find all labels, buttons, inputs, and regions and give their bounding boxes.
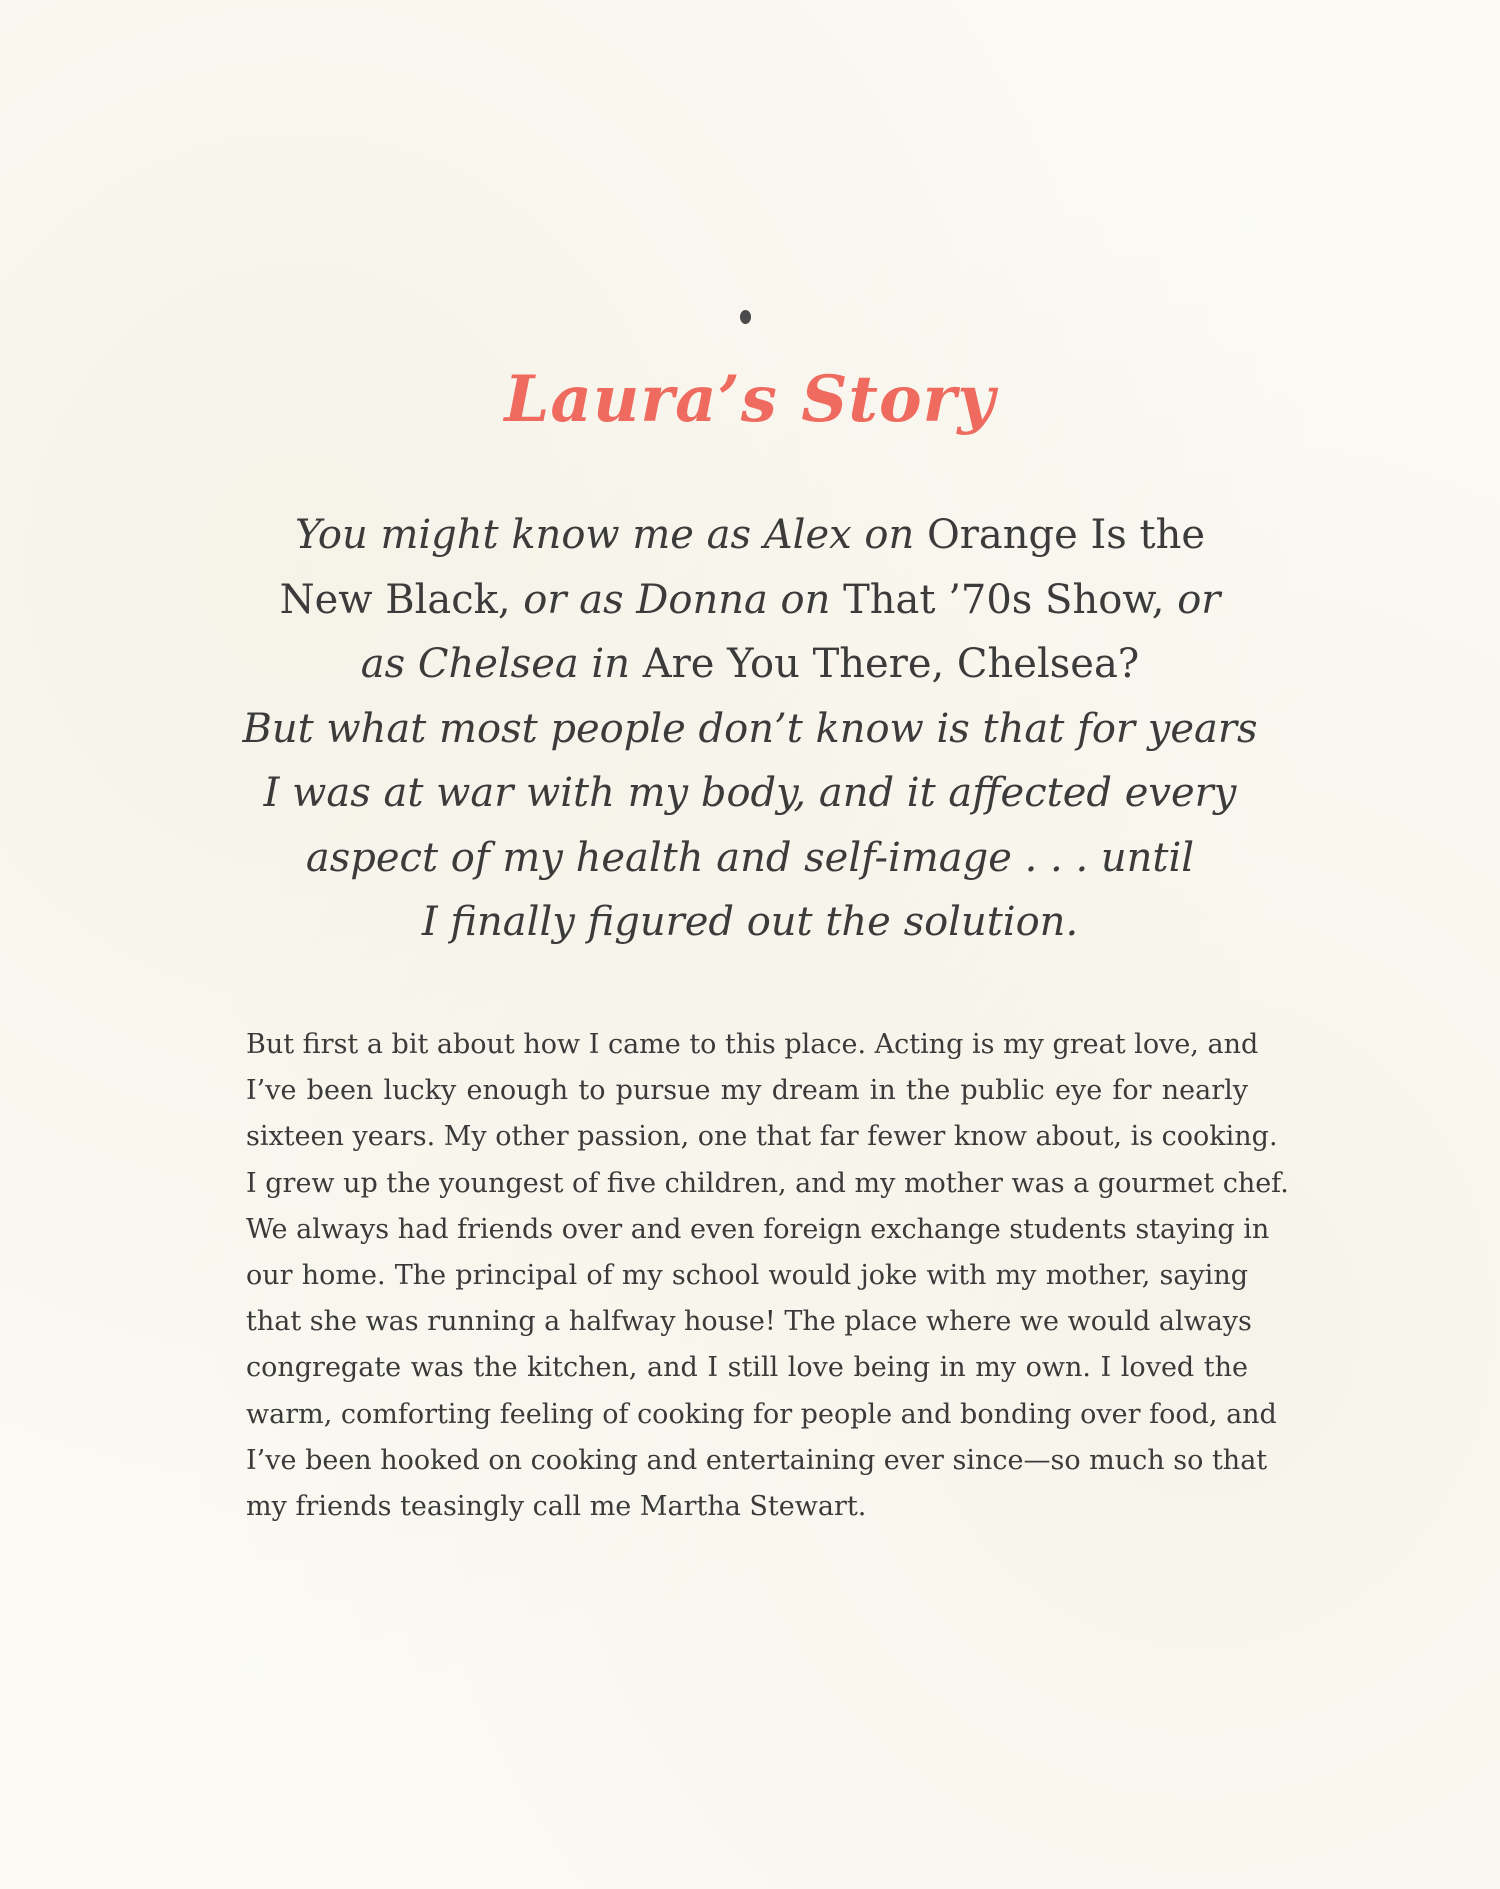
intro-text-italic: You might know me as Alex on: [294, 512, 927, 558]
body-line: congregate was the kitchen, and I still love being in my own. I loved the: [246, 1352, 1248, 1384]
body-line: that she was running a halfway house! The place where we would always: [246, 1306, 1252, 1338]
intro-line: [230, 890, 1270, 955]
page-title: Laura’s Story: [504, 362, 996, 437]
intro-text-roman: That ’70s Show,: [843, 576, 1178, 623]
body-line: We always had friends over and even foreign exchange students staying in: [246, 1213, 1270, 1245]
intro-text-italic: I finally figured out the solution.: [421, 899, 1079, 945]
ornament-dot-icon: [740, 310, 751, 324]
body-line: my friends teasingly call me Martha Stewart.: [246, 1491, 867, 1523]
intro-line: [230, 503, 1270, 568]
intro-text-roman: New Black,: [279, 576, 524, 623]
intro-line: [230, 826, 1270, 891]
intro-line: [230, 568, 1270, 633]
intro-text-roman: Orange Is the: [926, 512, 1206, 558]
intro-line: [230, 632, 1270, 697]
body-line: I’ve been lucky enough to pursue my dream in the public eye for nearly: [246, 1075, 1248, 1107]
intro-text-italic: or: [1177, 576, 1221, 623]
intro-text-italic: aspect of my health and self-image . . . until: [305, 834, 1195, 881]
body-line: But first a bit about how I came to this place. Acting is my great love, and: [246, 1029, 1259, 1060]
intro-text-italic: But what most people don’t know is that for years: [242, 705, 1258, 752]
intro-text-italic: as Chelsea in: [360, 641, 643, 687]
intro-text-italic: I was at war with my body, and it affected every: [263, 770, 1237, 816]
body-paragraph: [246, 1022, 1289, 1530]
body-line: our home. The principal of my school would joke with my mother, saying: [246, 1260, 1248, 1292]
body-line: I’ve been hooked on cooking and entertaining ever since—so much so that: [246, 1444, 1268, 1476]
intro-text-roman: Are You There, Chelsea?: [642, 641, 1140, 687]
body-line: warm, comforting feeling of cooking for people and bonding over food, and: [246, 1398, 1277, 1430]
body-line: I grew up the youngest of five children, and my mother was a gourmet chef.: [246, 1167, 1289, 1199]
intro-line: [230, 761, 1270, 826]
body-line: sixteen years. My other passion, one that far fewer know about, is cooking.: [246, 1121, 1278, 1153]
intro-paragraph: [230, 503, 1270, 955]
intro-text-italic: or as Donna on: [523, 576, 844, 623]
intro-line: [230, 697, 1270, 762]
